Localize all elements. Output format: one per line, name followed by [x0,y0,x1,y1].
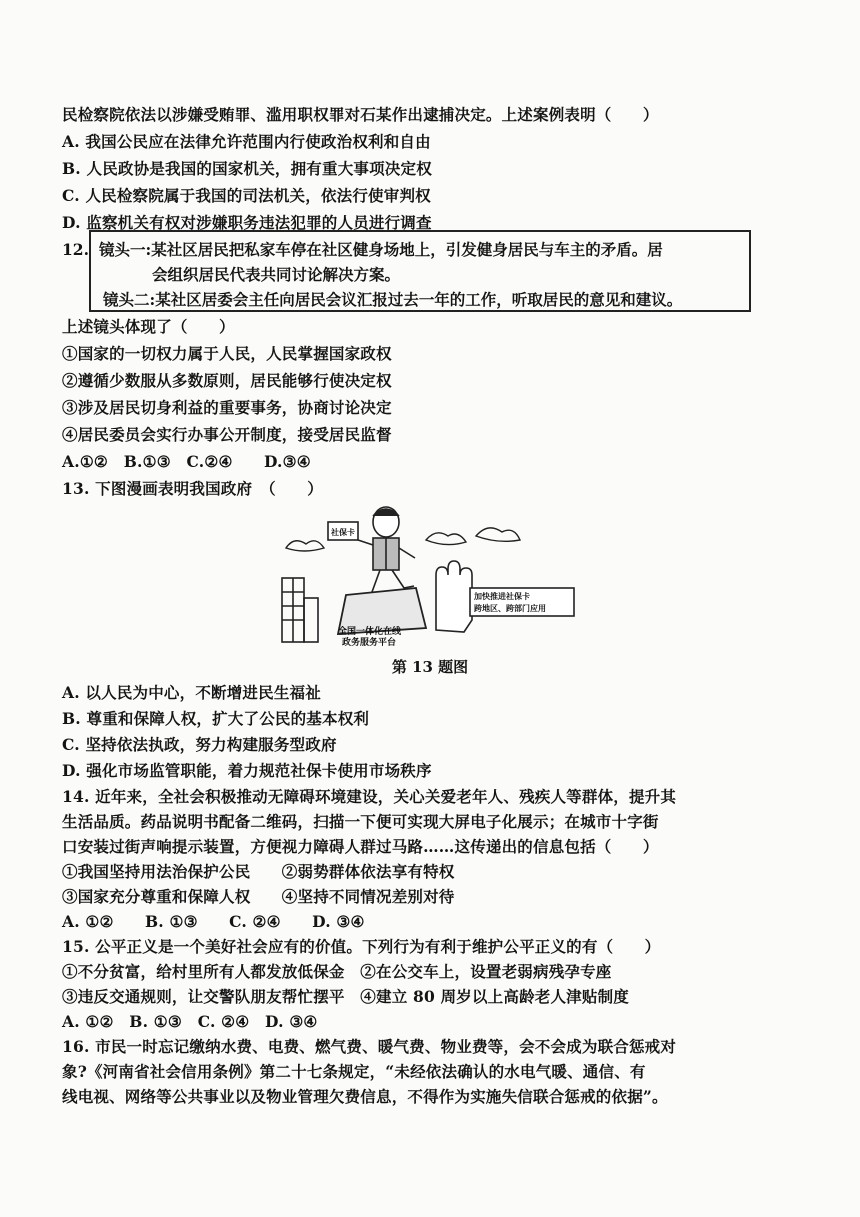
q12-options: A.①② B.①③ C.②④ D.③④ [62,452,311,471]
q13-cartoon [276,500,576,650]
q13-caption: 第 13 题图 [391,658,469,676]
q11-option-d: D. 监察机关有权对涉嫌职务违法犯罪的人员进行调查 [62,213,432,232]
q11-option-a: A. 我国公民应在法律允许范围内行使政治权利和自由 [62,132,431,151]
q13-option-d: D. 强化市场监管职能，着力规范社保卡使用市场秩序 [62,761,432,780]
q13-option-c: C. 坚持依法执政，努力构建服务型政府 [62,735,337,754]
q14-items-row-2: ③国家充分尊重和保障人权 ④坚持不同情况差别对待 [62,887,455,906]
platform-label-1: 全国一体化在线 [338,627,402,637]
q15-items-row-1: ①不分贫富，给村里所有人都发放低保金 ②在公交车上，设置老弱病残孕专座 [62,962,612,981]
hand-icon [436,561,472,632]
q11-option-b: B. 人民政协是我国的国家机关，拥有重大事项决定权 [62,159,432,178]
q12-scenario-box [89,230,751,312]
q12-number: 12. [62,240,89,259]
cloud-icon [426,533,466,545]
q12-scene-1-cont: 会组织居民代表共同讨论解决方案。 [152,265,401,284]
q14-stem-2: 生活品质。药品说明书配备二维码，扫描一下便可实现大屏电子化展示；在城市十字街 [62,812,659,831]
q11-stem: 民检察院依法以涉嫌受贿罪、滥用职权罪对石某作出逮捕决定。上述案例表明（ ） [62,105,659,124]
q12-stem: 上述镜头体现了（ ） [62,317,235,336]
building-icon [282,578,318,642]
q11-option-c: C. 人民检察院属于我国的司法机关，依法行使审判权 [62,186,431,205]
q12-item-1: ①国家的一切权力属于人民，人民掌握国家政权 [62,344,392,363]
q14-options: A. ①② B. ①③ C. ②④ D. ③④ [62,912,365,931]
q12-item-2: ②遵循少数服从多数原则，居民能够行使决定权 [62,371,392,390]
q16-stem-1: 16. 市民一时忘记缴纳水费、电费、燃气费、暖气费、物业费等，会不会成为联合惩戒对 [62,1037,677,1056]
q13-option-a: A. 以人民为中心，不断增进民生福祉 [62,683,321,702]
q16-stem-3: 线电视、网络等公共事业以及物业管理欠费信息，不得作为实施失信联合惩戒的依据”。 [62,1087,668,1106]
q14-stem-3: 口安装过街声响提示装置，方便视力障碍人群过马路……这传递出的信息包括（ ） [62,837,659,856]
card-label: 社保卡 [331,528,355,537]
q14-items-row-1: ①我国坚持用法治保护公民 ②弱势群体依法享有特权 [62,862,455,881]
cloud-icon [286,541,324,551]
person-icon [355,507,415,592]
q15-options: A. ①② B. ①③ C. ②④ D. ③④ [62,1012,318,1031]
platform-label-2: 政务服务平台 [342,638,397,648]
q13-option-b: B. 尊重和保障人权，扩大了公民的基本权利 [62,709,370,728]
q12-item-4: ④居民委员会实行办事公开制度，接受居民监督 [62,425,392,444]
q15-stem: 15. 公平正义是一个美好社会应有的价值。下列行为有利于维护公平正义的有（ ） [62,937,661,956]
cloud-icon [476,528,520,542]
q13-stem: 13. 下图漫画表明我国政府 （ ） [62,479,323,498]
sign-label-1: 加快推进社保卡 [474,592,530,601]
q16-stem-2: 象?《河南省社会信用条例》第二十七条规定，“未经依法确认的水电气暖、通信、有 [62,1062,646,1081]
q12-item-3: ③涉及居民切身利益的重要事务，协商讨论决定 [62,398,392,417]
q15-items-row-2: ③违反交通规则，让交警队朋友帮忙摆平 ④建立 80 周岁以上高龄老人津贴制度 [62,987,629,1006]
q14-stem-1: 14. 近年来，全社会积极推动无障碍环境建设，关心关爱老年人、残疾人等群体，提升其 [62,787,677,806]
q12-scene-2: 镜头二:某社区居委会主任向居民会议汇报过去一年的工作，听取居民的意见和建议。 [103,290,683,309]
sign-label-2: 跨地区、跨部门应用 [474,604,546,613]
q12-scene-1: 镜头一:某社区居民把私家车停在社区健身场地上，引发健身居民与车主的矛盾。居 [99,240,663,259]
